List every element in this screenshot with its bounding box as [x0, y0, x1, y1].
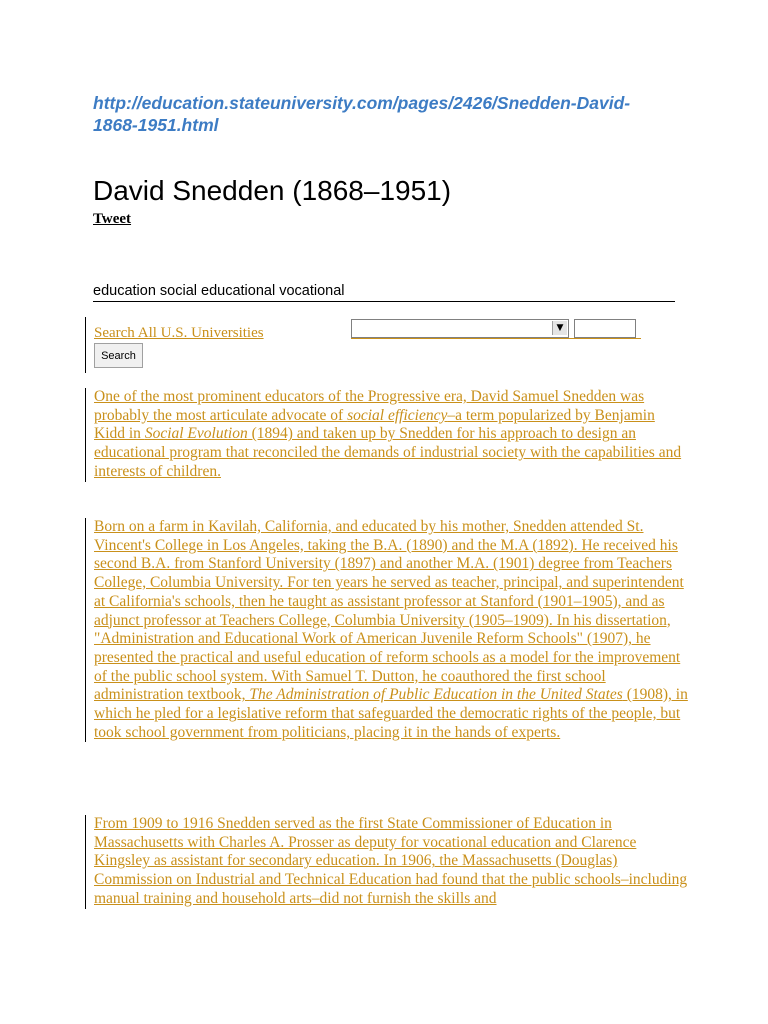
p3-text-a: From 1909 to 1916 Snedden served as the first State Commissioner of Education in Massachusetts with Charles A. Prosser as deputy for vocational education and Clarence Kingsley as assistant for secondary education. In 1906, the Massachusetts (Douglas) Commission on Industrial and Technical Education had found that the public schools–including manual training and household arts–did not furnish the skills and	[94, 815, 688, 907]
search-form	[85, 317, 676, 373]
paragraph-3-text[interactable]	[94, 815, 689, 909]
paragraph-2-text[interactable]	[94, 518, 689, 742]
p1-text-c: –a term popularized by Benjamin Kidd in	[94, 406, 655, 443]
p1-text-e: (1894) and taken up by Snedden for his approach to design an educational program that reconciled the demands of industrial society with the capabilities and interests of children.	[94, 425, 682, 480]
page-title: David Snedden (1868–1951)	[93, 175, 452, 206]
source-url[interactable]: http://education.stateuniversity.com/pages/2426/Snedden-David-1868-1951.html	[93, 93, 631, 135]
search-input[interactable]	[574, 319, 636, 338]
p2-emphasis-book-title: The Administration of Public Education in the United States	[249, 686, 623, 704]
paragraph-2	[85, 518, 689, 742]
p1-emphasis-social-evolution: Social Evolution	[144, 425, 248, 443]
university-select[interactable]	[351, 319, 569, 338]
search-button[interactable]: Search	[94, 343, 143, 368]
search-label-link[interactable]: Search All U.S. Universities	[94, 325, 264, 341]
paragraph-1-text[interactable]	[94, 388, 689, 482]
p1-emphasis-social-efficiency: social efficiency	[347, 406, 448, 424]
p2-text-c: (1908), in which he pled for a legislative reform that safeguarded the democratic rights of the people, but took school government from politicians, placing it in the hands of experts.	[94, 686, 688, 741]
p2-text-a: Born on a farm in Kavilah, California, and educated by his mother, Snedden attended St. Vincent's College in Los Angeles, taking the B.A. (1890) and the M.A (1892). He received his second B.A. from Stanford University (1897) and another M.A. (1901) degree from Teachers College, Columbia University. For ten years he served as teacher, principal, and superintendent at California's schools, then he taught as assistant professor at Stanford (1901–1905), and as adjunct professor at Teachers College, Columbia University (1905–1909). In his dissertation, "Administration and Educational Work of American Juvenile Reform Schools" (1907), he presented the practical and useful education of reform schools as a model for the improvement of the public school system. With Samuel T. Dutton, he coauthored the first school administration textbook,	[94, 518, 684, 704]
tag-list: education social educational vocational	[93, 283, 675, 302]
p1-text-a: One of the most prominent educators of the Progressive era, David Samuel Snedden was probably the most articulate advocate of	[94, 388, 645, 424]
tweet-link[interactable]: Tweet	[93, 211, 132, 227]
search-underline	[351, 338, 641, 339]
paragraph-3	[85, 815, 689, 909]
chevron-down-icon[interactable]: ▼	[552, 321, 567, 335]
paragraph-1	[85, 388, 689, 482]
